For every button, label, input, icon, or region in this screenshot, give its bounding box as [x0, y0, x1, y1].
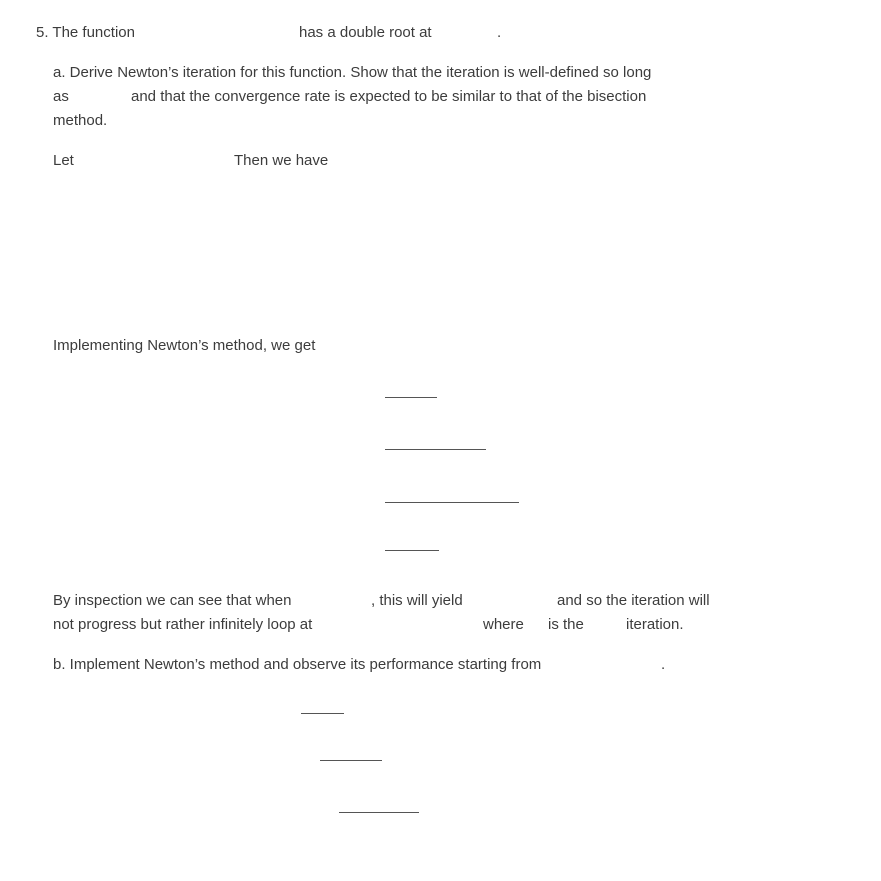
fraction-bar-2	[385, 449, 486, 450]
part-b-text: b. Implement Newton’s method and observe its performance starting from	[53, 656, 542, 673]
double-root-text: has a double root at	[299, 24, 432, 41]
inspection-line-1-c: and so the iteration will	[557, 592, 710, 609]
inspection-line-1-a: By inspection we can see that when	[53, 592, 292, 609]
problem-period: .	[497, 24, 502, 41]
problem-intro-text: 5. The function	[36, 24, 135, 41]
fraction-bar-5	[301, 713, 344, 714]
inspection-line-1-b: , this will yield	[371, 592, 463, 609]
inspection-line-2-c: is the	[548, 616, 584, 633]
inspection-line-2-a: not progress but rather infinitely loop at	[53, 616, 313, 633]
fraction-bar-1	[385, 397, 437, 398]
part-a-line-2-rest: and that the convergence rate is expected to be similar to that of the bisection	[131, 88, 647, 105]
then-we-have-text: Then we have	[234, 152, 329, 169]
fraction-bar-6	[320, 760, 382, 761]
part-b-period: .	[661, 656, 666, 673]
let-text: Let	[53, 152, 74, 169]
inspection-line-2-b: where	[483, 616, 524, 633]
part-a-line-1: a. Derive Newton’s iteration for this function. Show that the iteration is well-defined so long	[53, 64, 652, 81]
fraction-bar-7	[339, 812, 419, 813]
part-a-line-2-as: as	[53, 88, 69, 105]
inspection-line-2-d: iteration.	[626, 616, 684, 633]
implementing-text: Implementing Newton’s method, we get	[53, 337, 316, 354]
fraction-bar-3	[385, 502, 519, 503]
part-a-line-3: method.	[53, 112, 108, 129]
fraction-bar-4	[385, 550, 439, 551]
